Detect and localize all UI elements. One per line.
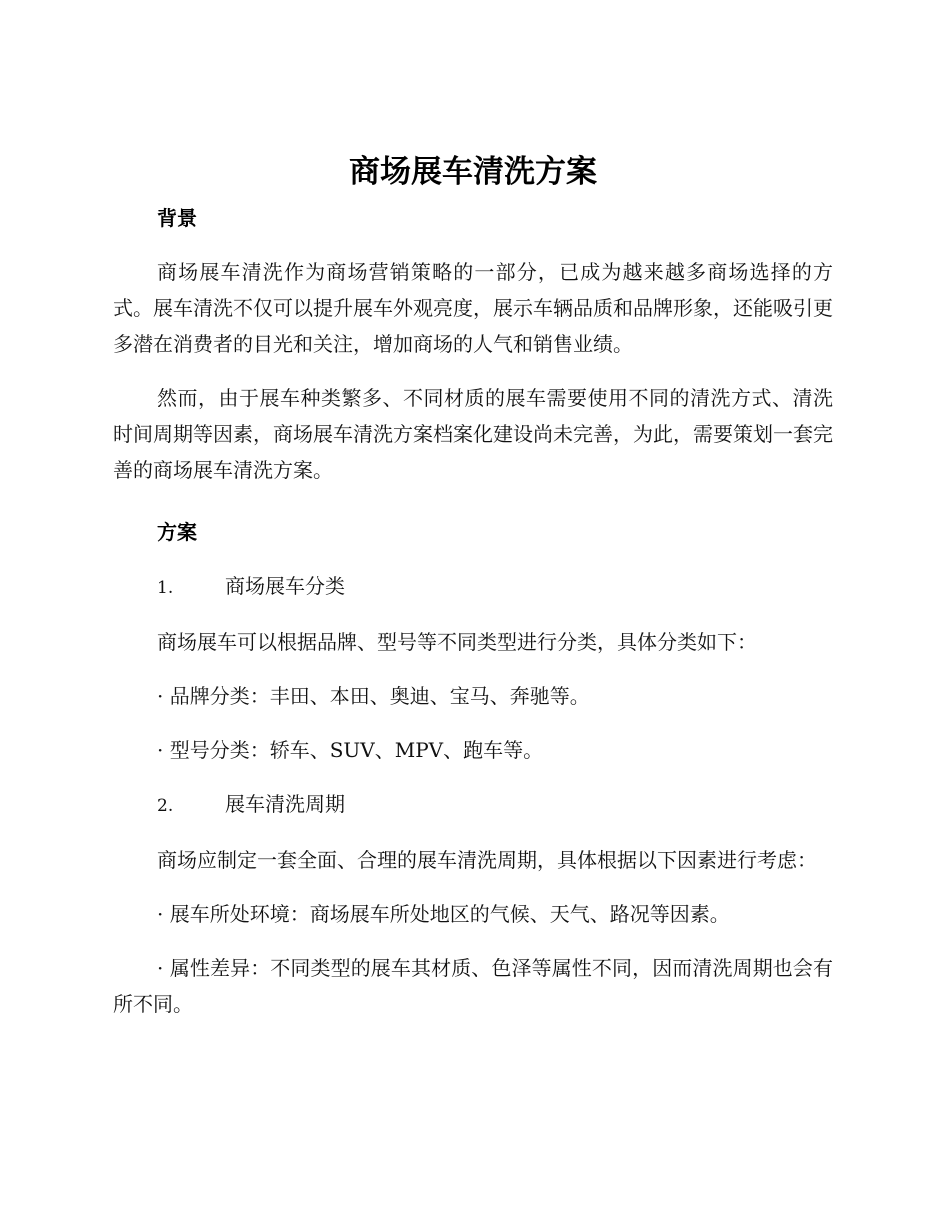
plan-item-2-intro: 商场应制定一套全面、合理的展车清洗周期，具体根据以下因素进行考虑： — [157, 848, 817, 872]
document-body — [113, 150, 833, 1040]
document-title: 商场展车清洗方案 — [349, 154, 597, 190]
plan-item-1-heading — [157, 568, 833, 606]
background-paragraph-1: 商场展车清洗作为商场营销策略的一部分，已成为越来越多商场选择的方式。展车清洗不仅可以提升展车外观亮度，展示车辆品质和品牌形象，还能吸引更多潜在消费者的目光和关注，增加商场的人气和销售业绩。 — [113, 260, 833, 356]
plan-item-2-bullet-attributes: · 属性差异：不同类型的展车其材质、色泽等属性不同，因而清洗周期也会有所不同。 — [113, 956, 833, 1016]
plan-item-2-bullet-environment: · 展车所处环境：商场展车所处地区的气候、天气、路况等因素。 — [157, 902, 730, 926]
plan-item-2-number: 2. — [157, 796, 174, 816]
background-paragraph-2: 然而，由于展车种类繁多、不同材质的展车需要使用不同的清洗方式、清洗时间周期等因素，商场展车清洗方案档案化建设尚未完善，为此，需要策划一套完善的商场展车清洗方案。 — [113, 386, 833, 482]
plan-item-1-bullet-model: · 型号分类：轿车、SUV、MPV、跑车等。 — [157, 738, 544, 762]
plan-item-1-intro: 商场展车可以根据品牌、型号等不同类型进行分类，具体分类如下： — [157, 630, 757, 654]
section-heading-background: 背景 — [157, 206, 197, 230]
plan-item-1-bullet-brand: · 品牌分类：丰田、本田、奥迪、宝马、奔驰等。 — [157, 684, 590, 708]
plan-item-2-heading — [157, 786, 833, 824]
plan-item-2-title: 展车清洗周期 — [225, 792, 345, 816]
plan-item-1-number: 1. — [157, 578, 174, 598]
section-heading-plan: 方案 — [157, 520, 197, 544]
plan-item-1-title: 商场展车分类 — [225, 574, 345, 598]
